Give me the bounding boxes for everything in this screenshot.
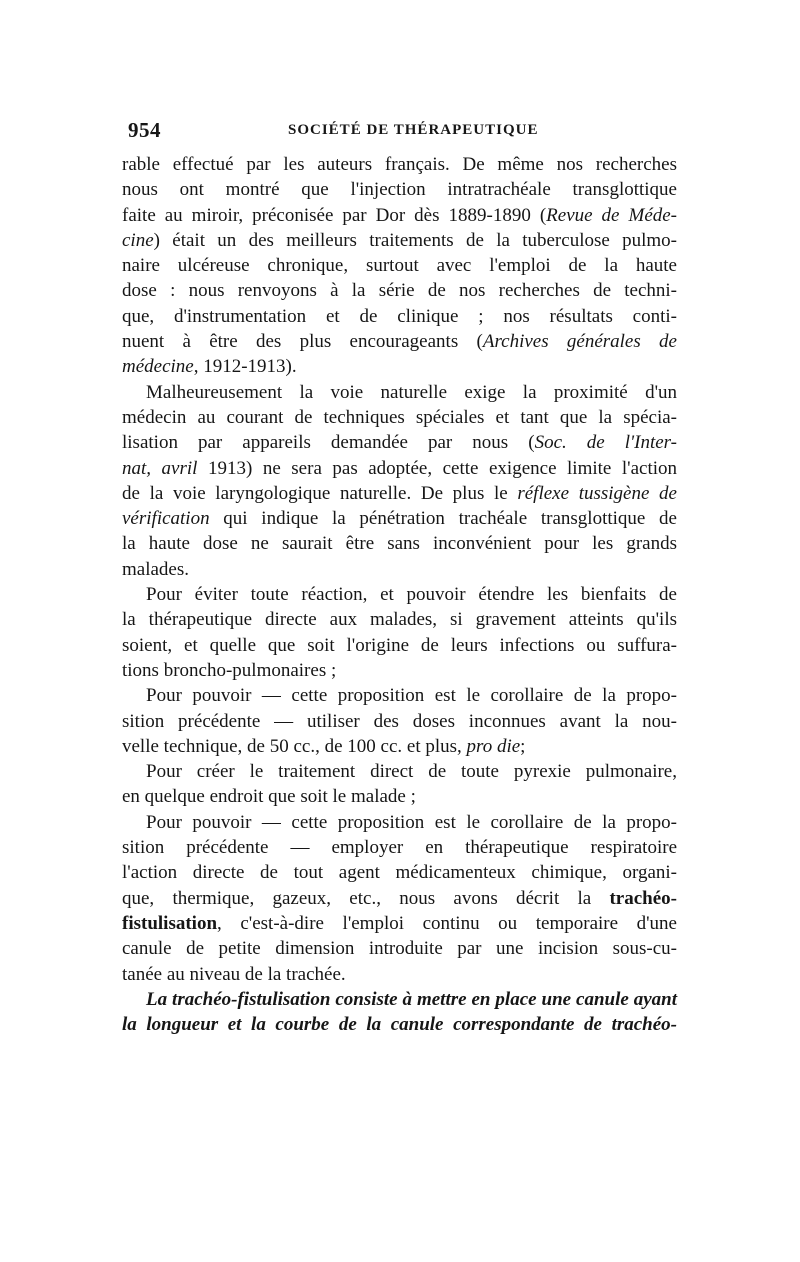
text-line: la longueur et la courbe de la canule correspondante de trachéo- xyxy=(122,1014,677,1036)
body-text xyxy=(122,152,677,1037)
text-line: lisation par appareils demandée par nous (Soc. de l'Inter- xyxy=(122,432,677,454)
text-line: l'action directe de tout agent médicamenteux chimique, organi- xyxy=(122,862,677,884)
text-line: Pour pouvoir — cette proposition est le corollaire de la propo- xyxy=(146,811,677,833)
text-line: médecin au courant de techniques spéciales et tant que la spécia- xyxy=(122,406,677,428)
text-line: dose : nous renvoyons à la série de nos recherches de techni- xyxy=(122,280,677,302)
text-line: rable effectué par les auteurs français. De même nos recherches xyxy=(122,154,677,175)
text-line: soient, et quelle que soit l'origine de leurs infections ou suffura- xyxy=(122,634,677,656)
text-line: en quelque endroit que soit le malade ; xyxy=(122,786,416,808)
text-line: Malheureusement la voie naturelle exige la proximité d'un xyxy=(146,381,677,403)
text-line: velle technique, de 50 cc., de 100 cc. et plus, pro die; xyxy=(122,735,526,757)
text-line: médecine, 1912-1913). xyxy=(122,356,297,378)
text-line: cine) était un des meilleurs traitements de la tuberculose pulmo- xyxy=(122,229,677,251)
page-header xyxy=(120,118,680,146)
text-line: de la voie laryngologique naturelle. De plus le réflexe tussigène de xyxy=(122,482,677,504)
text-line: Pour créer le traitement direct de toute pyrexie pulmonaire, xyxy=(146,761,677,783)
text-line: la haute dose ne saurait être sans inconvénient pour les grands xyxy=(122,533,677,555)
page-number: 954 xyxy=(128,118,161,142)
text-line: tanée au niveau de la trachée. xyxy=(122,963,346,985)
text-line: fistulisation, c'est-à-dire l'emploi continu ou temporaire d'une xyxy=(122,912,677,934)
text-line: canule de petite dimension introduite par une incision sous-cu- xyxy=(122,938,677,960)
text-line: Pour pouvoir — cette proposition est le corollaire de la propo- xyxy=(146,685,677,707)
text-line: Pour éviter toute réaction, et pouvoir étendre les bienfaits de xyxy=(146,584,677,606)
text-line: sition précédente — employer en thérapeutique respiratoire xyxy=(122,837,677,859)
text-line: que, d'instrumentation et de clinique ; nos résultats conti- xyxy=(122,305,677,327)
text-line: sition précédente — utiliser des doses inconnues avant la nou- xyxy=(122,710,677,732)
text-line: que, thermique, gazeux, etc., nous avons décrit la trachéo- xyxy=(122,887,677,909)
text-line: nous ont montré que l'injection intratrachéale transglottique xyxy=(122,179,677,201)
text-line: la thérapeutique directe aux malades, si gravement atteints qu'ils xyxy=(122,609,677,631)
text-line: naire ulcéreuse chronique, surtout avec l'emploi de la haute xyxy=(122,255,677,277)
text-line: malades. xyxy=(122,558,190,580)
text-line: La trachéo-fistulisation consiste à mettre en place une canule ayant xyxy=(146,988,677,1010)
text-line: nuent à être des plus encourageants (Archives générales de xyxy=(122,331,677,353)
text-line: vérification qui indique la pénétration trachéale transglottique de xyxy=(122,508,677,530)
text-line: tions broncho-pulmonaires ; xyxy=(122,659,337,681)
text-line: faite au miroir, préconisée par Dor dès 1889-1890 (Revue de Méde- xyxy=(122,204,678,226)
text-line: nat, avril 1913) ne sera pas adoptée, cette exigence limite l'action xyxy=(122,457,678,479)
running-head: SOCIÉTÉ DE THÉRAPEUTIQUE xyxy=(288,122,539,138)
